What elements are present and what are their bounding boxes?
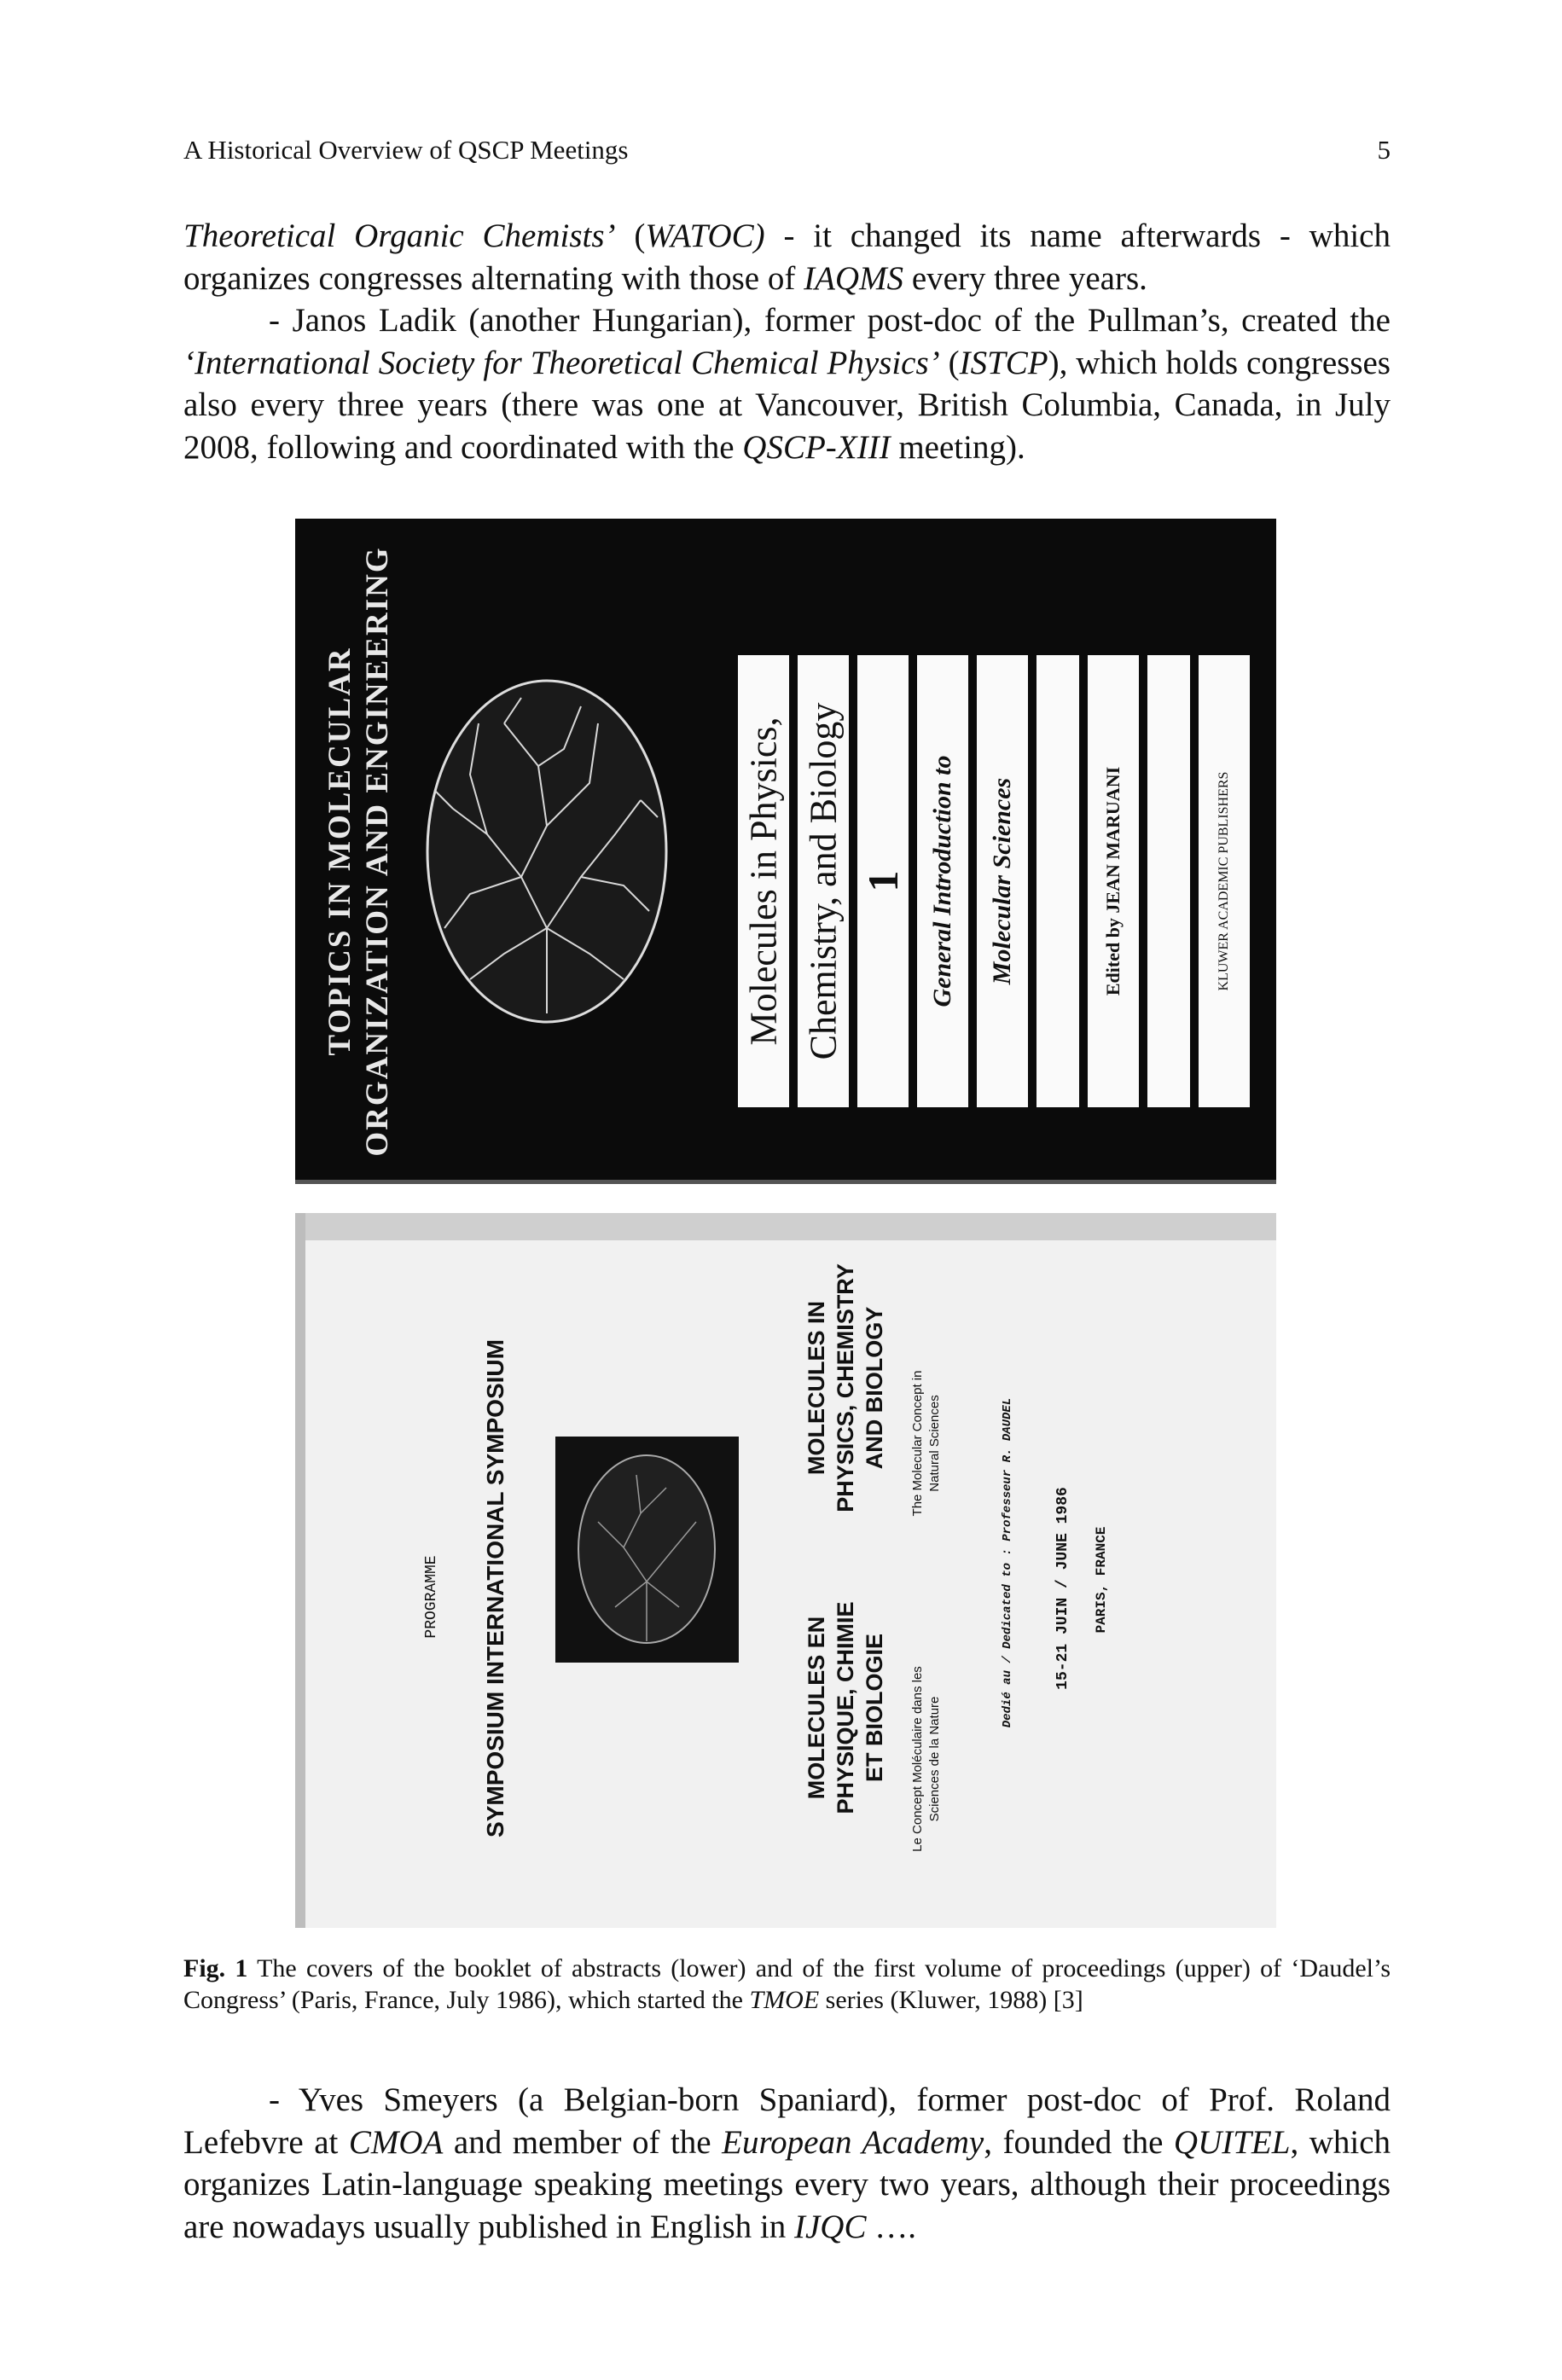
series-title-line: ORGANIZATION AND ENGINEERING — [360, 546, 395, 1157]
paragraph-istcp — [183, 299, 1391, 468]
tree-ellipse-illustration — [419, 672, 675, 1030]
paragraph-top — [183, 215, 1391, 468]
title-line: PHYSICS, CHEMISTRY — [833, 1263, 858, 1512]
date — [1046, 1350, 1080, 1827]
spine-text: Molecular Sciences — [988, 777, 1016, 985]
text-span: QSCP-XIII — [742, 428, 891, 466]
title-line: PHYSIQUE, CHIMIE — [833, 1601, 858, 1814]
text-span: The covers of the booklet of abstracts (lower) and of the first volume of proceedings (upper) of ‘Daudel’s Congress’ (Paris, France, July 1986), which started the — [183, 1954, 1391, 2014]
dedication — [990, 1324, 1025, 1802]
text-span: IJQC — [793, 2208, 867, 2245]
subtitle-line: The Molecular Concept in — [910, 1370, 925, 1517]
caption-label: Fig. 1 — [183, 1954, 248, 1982]
text-span: TMOE — [749, 1986, 820, 2014]
column-text: Dedié au / Dedicated to : Professeur R. DAUDEL — [1001, 1397, 1014, 1728]
text-span: series (Kluwer, 1988) [3] — [819, 1986, 1083, 2014]
photo-bottom-edge — [295, 1180, 1276, 1184]
text-span: CMOA — [348, 2123, 444, 2161]
paragraph-bottom — [183, 2079, 1391, 2248]
subtitle-line: Natural Sciences — [927, 1395, 942, 1492]
spine-text: Chemistry, and Biology — [802, 702, 845, 1060]
spine-text: Edited by JEAN MARUANI — [1102, 766, 1124, 996]
title-line: ET BIOLOGIE — [862, 1633, 887, 1783]
spine-text: Molecules in Physics, — [742, 717, 785, 1046]
text-span: IAQMS — [804, 259, 904, 297]
spine-6 — [1036, 655, 1079, 1107]
text-span: and member of the — [443, 2123, 723, 2161]
subtitle-line: Sciences de la Nature — [927, 1696, 942, 1822]
photo-edge — [295, 1213, 305, 1928]
spine-9 — [1199, 655, 1250, 1107]
photo-edge — [295, 1213, 1276, 1240]
text-span: meeting). — [890, 428, 1025, 466]
series-title — [322, 527, 397, 1175]
header-title: A Historical Overview of QSCP Meetings — [183, 135, 629, 165]
text-span: ), which holds congresses also every three years (there was one at Vancouver, British Columbia, Canada, in July 2008, following and coordinated with the — [183, 344, 1391, 466]
column-text: PROGRAMME — [423, 1555, 440, 1639]
symposium-label — [474, 1264, 517, 1913]
text-span: ISTCP — [959, 344, 1048, 381]
title-line: MOLECULES EN — [804, 1616, 829, 1800]
subtitle-english — [901, 1307, 952, 1580]
spine-text: 1 — [859, 870, 907, 892]
booklet-tree-image — [555, 1437, 739, 1663]
text-span: WATOC) — [645, 218, 765, 254]
text-span: …. — [866, 2208, 916, 2245]
programme-label — [415, 1384, 449, 1810]
paragraph-quitel — [183, 2079, 1391, 2248]
spine-4 — [917, 655, 968, 1107]
title-line: MOLECULES IN — [804, 1300, 829, 1476]
text-span: - Janos Ladik (another Hungarian), former post-doc of the Pullman’s, created the — [269, 302, 1391, 339]
running-header — [183, 135, 1391, 165]
subtitle-line: Le Concept Moléculaire dans les — [910, 1666, 925, 1852]
spine-5 — [977, 655, 1028, 1107]
series-title-line: TOPICS IN MOLECULAR — [322, 647, 357, 1056]
text-span: - it changed its name afterwards - which organizes congresses alternating with those of — [183, 218, 1391, 297]
spine-3 — [857, 655, 909, 1107]
title-french — [798, 1512, 892, 1904]
spine-2 — [798, 655, 849, 1107]
place — [1084, 1452, 1118, 1708]
spine-text: KLUWER ACADEMIC PUBLISHERS — [1217, 771, 1231, 991]
text-span: Theoretical Organic Chemists’ — [183, 218, 616, 254]
text-span: ( — [615, 218, 646, 254]
spine-8 — [1147, 655, 1190, 1107]
column-text: 15-21 JUIN / JUNE 1986 — [1054, 1487, 1071, 1690]
text-span: , which organizes Latin-language speaking meetings every two years, although their proceedings are nowadays usually published in English in — [183, 2123, 1391, 2245]
title-line: AND BIOLOGY — [862, 1306, 887, 1470]
text-span: QUITEL — [1173, 2123, 1291, 2161]
book-cover-photo — [295, 519, 1276, 1184]
text-span: ( — [939, 344, 960, 381]
text-span: European Academy — [722, 2123, 984, 2161]
spine-7 — [1088, 655, 1139, 1107]
text-span: - Yves Smeyers (a Belgian-born Spaniard), former post-doc of Prof. Roland Lefebvre at — [183, 2081, 1391, 2161]
text-span: every three years. — [903, 259, 1147, 297]
spine-1 — [738, 655, 789, 1107]
spine-text: General Introduction to — [928, 755, 956, 1007]
text-span: , founded the — [984, 2123, 1174, 2161]
figure-caption — [183, 1953, 1391, 2016]
column-text: PARIS, FRANCE — [1094, 1526, 1109, 1634]
text-span: ‘International Society for Theoretical Chemical Physics’ — [183, 344, 940, 381]
paragraph-watoc — [183, 215, 1391, 299]
title-english — [798, 1247, 892, 1529]
subtitle-french — [901, 1614, 952, 1904]
column-text: SYMPOSIUM INTERNATIONAL SYMPOSIUM — [482, 1339, 508, 1837]
page-number: 5 — [1377, 135, 1391, 165]
booklet-cover-photo — [295, 1213, 1276, 1928]
